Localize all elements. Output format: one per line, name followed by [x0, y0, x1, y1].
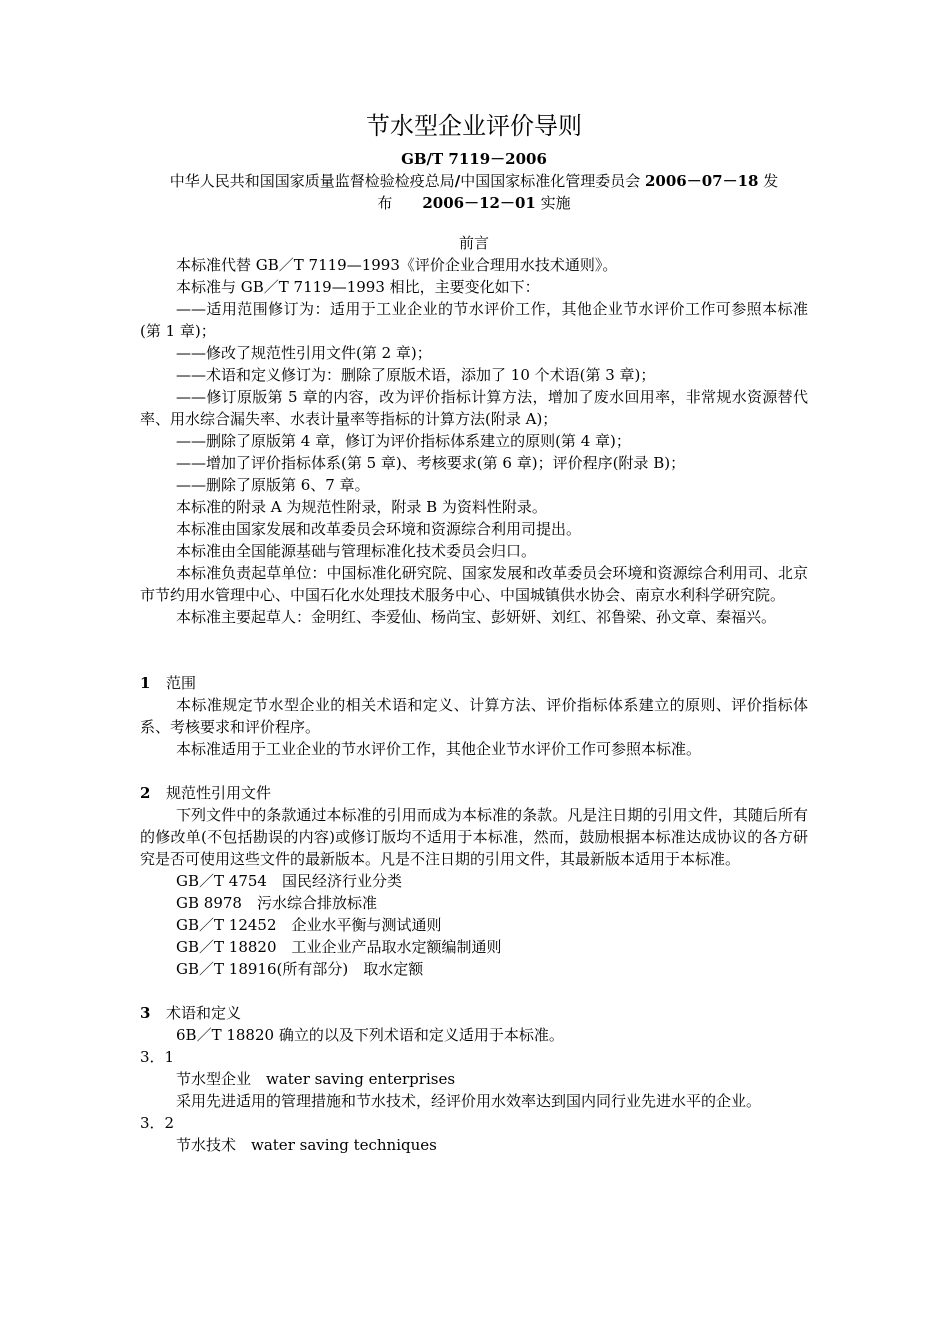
publication-info	[140, 170, 808, 214]
issuer-2: 中国国家标准化管理委员会	[460, 172, 645, 190]
publication-line-1	[140, 170, 808, 192]
foreword-para: ——删除了原版第 4 章，修订为评价指标体系建立的原则(第 4 章)；	[176, 432, 631, 450]
effective-suffix: 实施	[535, 194, 571, 212]
section-para: 6B／T 18820 确立的以及下列术语和定义适用于本标准。	[176, 1026, 564, 1044]
issue-suffix: 发	[758, 172, 779, 190]
effective-date: 2006－12－01	[422, 194, 536, 212]
foreword-para: 本标准的附录 A 为规范性附录，附录 B 为资料性附录。	[176, 498, 547, 516]
section-heading-scope	[140, 672, 808, 694]
issuer-separator: /	[454, 172, 461, 190]
section-para: 下列文件中的条款通过本标准的引用而成为本标准的条款。凡是注日期的引用文件，其随后所有的修改单(不包括勘误的内容)或修订版均不适用于本标准，然而，鼓励根据本标准达成协议的各方研究是否可使用这些文件的最新版本。凡是不注日期的引用文件，其最新版本适用于本标准。	[140, 806, 808, 868]
standard-code: GB/T 7119－2006	[401, 150, 547, 168]
term-definition: 采用先进适用的管理措施和节水技术，经评价用水效率达到国内同行业先进水平的企业。	[176, 1092, 762, 1110]
document-body	[140, 232, 808, 1156]
foreword-para: 本标准代替 GB／T 7119—1993《评价企业合理用水技术通则》。	[176, 256, 618, 274]
issuer-1: 中华人民共和国国家质量监督检验检疫总局	[169, 172, 455, 190]
issue-suffix-cont: 布	[377, 194, 423, 212]
reference-item: GB／T 12452 企业水平衡与测试通则	[176, 916, 442, 934]
term-name: 节水技术 water saving techniques	[176, 1136, 437, 1154]
section-para: 本标准规定节水型企业的相关术语和定义、计算方法、评价指标体系建立的原则、评价指标体系、考核要求和评价程序。	[140, 696, 808, 736]
foreword-para: ——术语和定义修订为：删除了原版术语，添加了 10 个术语(第 3 章)；	[176, 366, 656, 384]
section-heading-terms	[140, 1002, 808, 1024]
publication-line-2	[140, 192, 808, 214]
foreword-para: 本标准主要起草人：金明红、李爱仙、杨尚宝、彭妍妍、刘红、祁鲁梁、孙文章、秦福兴。	[176, 608, 777, 626]
foreword-para: ——删除了原版第 6、7 章。	[176, 476, 370, 494]
section-number: 3	[140, 1004, 151, 1022]
term-number: 3．1	[140, 1048, 175, 1066]
section-title: 术语和定义	[166, 1004, 242, 1022]
foreword-para: 本标准与 GB／T 7119—1993 相比，主要变化如下：	[176, 278, 540, 296]
section-heading-references	[140, 782, 808, 804]
section-number: 2	[140, 784, 151, 802]
foreword-para: ——修订原版第 5 章的内容，改为评价指标计算方法，增加了废水回用率，非常规水资源替代率、用水综合漏失率、水表计量率等指标的计算方法(附录 A)；	[140, 388, 808, 428]
term-number: 3．2	[140, 1114, 175, 1132]
foreword-para: 本标准由全国能源基础与管理标准化技术委员会归口。	[176, 542, 537, 560]
foreword-para: 本标准由国家发展和改革委员会环境和资源综合利用司提出。	[176, 520, 582, 538]
reference-item: GB 8978 污水综合排放标准	[176, 894, 377, 912]
section-para: 本标准适用于工业企业的节水评价工作，其他企业节水评价工作可参照本标准。	[176, 740, 702, 758]
section-number: 1	[140, 674, 151, 692]
reference-item: GB／T 4754 国民经济行业分类	[176, 872, 402, 890]
foreword-para: ——适用范围修订为：适用于工业企业的节水评价工作，其他企业节水评价工作可参照本标准(第 1 章)；	[140, 300, 808, 340]
section-title: 规范性引用文件	[166, 784, 272, 802]
foreword-para: ——修改了规范性引用文件(第 2 章)；	[176, 344, 432, 362]
foreword-heading: 前言	[458, 234, 489, 252]
document-title: 节水型企业评价导则	[366, 112, 582, 140]
reference-item: GB／T 18916(所有部分) 取水定额	[176, 960, 424, 978]
issue-date: 2006－07－18	[645, 172, 759, 190]
section-title: 范围	[166, 674, 197, 692]
foreword-para: 本标准负责起草单位：中国标准化研究院、国家发展和改革委员会环境和资源综合利用司、北京市节约用水管理中心、中国石化水处理技术服务中心、中国城镇供水协会、南京水利科学研究院。	[140, 564, 808, 604]
foreword-para: ——增加了评价指标体系(第 5 章)、考核要求(第 6 章)；评价程序(附录 B)；	[176, 454, 686, 472]
term-name: 节水型企业 water saving enterprises	[176, 1070, 456, 1088]
reference-item: GB／T 18820 工业企业产品取水定额编制通则	[176, 938, 502, 956]
